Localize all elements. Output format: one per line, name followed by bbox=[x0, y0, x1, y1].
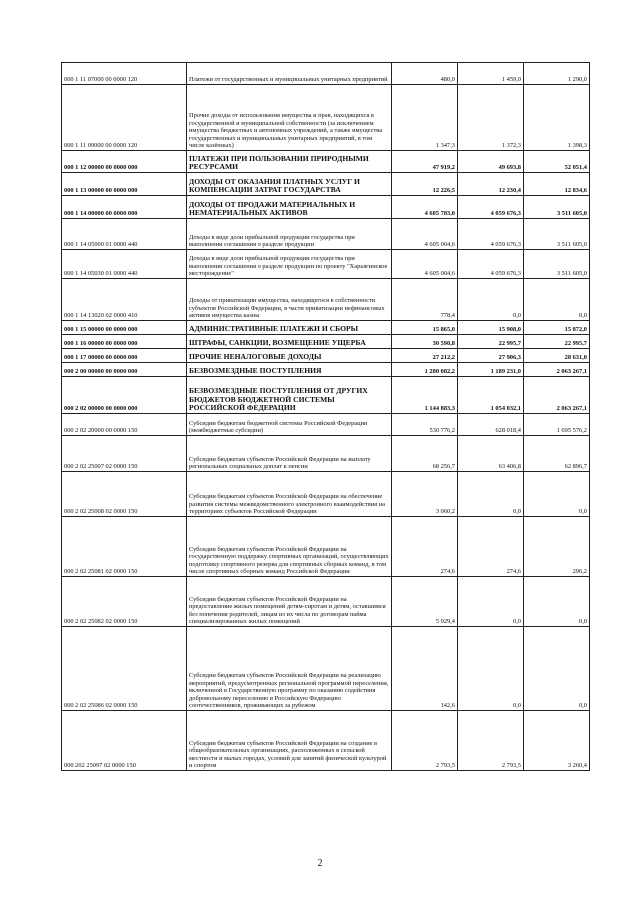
table-row bbox=[62, 414, 590, 436]
revenue-name-cell: ДОХОДЫ ОТ ПРОДАЖИ МАТЕРИАЛЬНЫХ И НЕМАТЕРИАЛЬНЫХ АКТИВОВ bbox=[187, 196, 392, 219]
amount-year1-cell: 47 919,2 bbox=[392, 151, 458, 173]
amount-year1-cell: 4 605 004,6 bbox=[392, 250, 458, 279]
amount-year2-cell: 12 230,4 bbox=[458, 173, 524, 196]
revenue-name-cell: Субсидии бюджетам субъектов Российской Федерации на создание в общеобразовательных организациях, расположенных в сельской местности и малых городах, условий для занятий физической культурой и спортом bbox=[187, 711, 392, 771]
budget-code-cell: 000 2 02 20000 00 0000 150 bbox=[62, 414, 187, 436]
amount-year1-cell: 27 212,2 bbox=[392, 349, 458, 363]
amount-year1-cell: 142,6 bbox=[392, 627, 458, 711]
amount-year3-cell: 1 398,3 bbox=[524, 85, 590, 151]
revenue-name-cell: Доходы в виде доли прибыльной продукции государства при выполнении соглашения о разделе продукции bbox=[187, 219, 392, 250]
revenue-name-cell: Субсидии бюджетам субъектов Российской Федерации на реализацию мероприятий, предусмотренных региональной программой переселения, включенной в Государственную программу по оказанию содействия добровольному переселению в Российскую Федерацию соотечественников, проживающих за рубежом bbox=[187, 627, 392, 711]
amount-year2-cell: 1 459,0 bbox=[458, 63, 524, 85]
table-row bbox=[62, 173, 590, 196]
amount-year1-cell: 12 226,5 bbox=[392, 173, 458, 196]
amount-year1-cell: 1 347,3 bbox=[392, 85, 458, 151]
amount-year2-cell: 628 018,4 bbox=[458, 414, 524, 436]
amount-year1-cell: 3 060,2 bbox=[392, 472, 458, 517]
revenue-name-cell: Субсидии бюджетам бюджетной системы Российской Федерации (межбюджетные субсидии) bbox=[187, 414, 392, 436]
table-row bbox=[62, 196, 590, 219]
budget-code-cell: 000 2 00 00000 00 0000 000 bbox=[62, 363, 187, 377]
amount-year1-cell: 4 605 783,0 bbox=[392, 196, 458, 219]
revenue-name-cell: Субсидии бюджетам субъектов Российской Федерации на предоставление жилых помещений детям-сиротам и детям, оставшимся без попечения родителей, лицам из их числа по договорам найма специализированных жилых помещений bbox=[187, 577, 392, 627]
amount-year3-cell: 0,0 bbox=[524, 472, 590, 517]
amount-year1-cell: 30 590,8 bbox=[392, 335, 458, 349]
amount-year3-cell: 3 260,4 bbox=[524, 711, 590, 771]
budget-code-cell: 000 1 17 00000 00 0000 000 bbox=[62, 349, 187, 363]
amount-year3-cell: 28 631,0 bbox=[524, 349, 590, 363]
table-row bbox=[62, 517, 590, 577]
revenue-name-cell: Субсидии бюджетам субъектов Российской Федерации на государственную поддержку спортивных организаций, осуществляющих подготовку спортивного резерва для спортивных сборных команд, в том числе спортивных сборных команд Российской Федерации bbox=[187, 517, 392, 577]
revenue-name-cell: Субсидии бюджетам субъектов Российской Федерации на обеспечение развития системы межведомственного электронного взаимодействия на территориях субъектов Российской Федерации bbox=[187, 472, 392, 517]
amount-year3-cell: 0,0 bbox=[524, 279, 590, 321]
amount-year1-cell: 68 256,7 bbox=[392, 436, 458, 472]
budget-revenue-table bbox=[61, 62, 590, 771]
budget-code-cell: 000 202 25097 02 0000 150 bbox=[62, 711, 187, 771]
revenue-name-cell: БЕЗВОЗМЕЗДНЫЕ ПОСТУПЛЕНИЯ ОТ ДРУГИХ БЮДЖЕТОВ БЮДЖЕТНОЙ СИСТЕМЫ РОССИЙСКОЙ ФЕДЕРАЦИИ bbox=[187, 377, 392, 414]
budget-code-cell: 000 1 14 13020 02 0000 410 bbox=[62, 279, 187, 321]
amount-year1-cell: 1 280 082,2 bbox=[392, 363, 458, 377]
budget-code-cell: 000 1 14 05000 01 0000 440 bbox=[62, 219, 187, 250]
table-row bbox=[62, 377, 590, 414]
table-row bbox=[62, 250, 590, 279]
budget-code-cell: 000 2 02 25081 02 0000 150 bbox=[62, 517, 187, 577]
amount-year2-cell: 2 793,5 bbox=[458, 711, 524, 771]
table-row bbox=[62, 279, 590, 321]
amount-year2-cell: 1 189 231,0 bbox=[458, 363, 524, 377]
amount-year3-cell: 52 051,4 bbox=[524, 151, 590, 173]
table-row bbox=[62, 349, 590, 363]
amount-year1-cell: 778,4 bbox=[392, 279, 458, 321]
table-row bbox=[62, 219, 590, 250]
table-row bbox=[62, 711, 590, 771]
revenue-name-cell: Платежи от государственных и муниципальных унитарных предприятий bbox=[187, 63, 392, 85]
budget-code-cell: 000 2 02 25082 02 0000 150 bbox=[62, 577, 187, 627]
table-row bbox=[62, 436, 590, 472]
amount-year2-cell: 49 693,8 bbox=[458, 151, 524, 173]
amount-year3-cell: 0,0 bbox=[524, 627, 590, 711]
revenue-name-cell: ПРОЧИЕ НЕНАЛОГОВЫЕ ДОХОДЫ bbox=[187, 349, 392, 363]
amount-year2-cell: 0,0 bbox=[458, 279, 524, 321]
amount-year1-cell: 1 144 883,3 bbox=[392, 377, 458, 414]
amount-year1-cell: 480,0 bbox=[392, 63, 458, 85]
amount-year3-cell: 296,2 bbox=[524, 517, 590, 577]
amount-year2-cell: 0,0 bbox=[458, 472, 524, 517]
budget-code-cell: 000 2 02 00000 00 0000 000 bbox=[62, 377, 187, 414]
amount-year2-cell: 4 059 676,3 bbox=[458, 219, 524, 250]
budget-code-cell: 000 1 14 05030 01 0000 440 bbox=[62, 250, 187, 279]
amount-year3-cell: 2 063 267,1 bbox=[524, 377, 590, 414]
amount-year2-cell: 22 995,7 bbox=[458, 335, 524, 349]
amount-year2-cell: 0,0 bbox=[458, 627, 524, 711]
amount-year3-cell: 15 872,0 bbox=[524, 321, 590, 335]
amount-year1-cell: 5 929,4 bbox=[392, 577, 458, 627]
table-row bbox=[62, 85, 590, 151]
amount-year3-cell: 3 511 605,0 bbox=[524, 219, 590, 250]
budget-code-cell: 000 1 16 00000 00 0000 000 bbox=[62, 335, 187, 349]
revenue-name-cell: Прочие доходы от использования имущества и прав, находящихся в государственной и муниципальной собственности (за исключением имущества бюджетных и автономных учреждений, а также имущества государственных и муниципальных унитарных предприятий, в том числе казённых) bbox=[187, 85, 392, 151]
amount-year3-cell: 1 695 576,2 bbox=[524, 414, 590, 436]
budget-code-cell: 000 1 14 00000 00 0000 000 bbox=[62, 196, 187, 219]
amount-year2-cell: 27 906,3 bbox=[458, 349, 524, 363]
revenue-name-cell: Доходы от приватизации имущества, находящегося в собственности субъектов Российской Федерации, в части приватизации нефинансовых активов имущества казны bbox=[187, 279, 392, 321]
budget-code-cell: 000 1 11 07000 00 0000 120 bbox=[62, 63, 187, 85]
amount-year2-cell: 274,6 bbox=[458, 517, 524, 577]
amount-year3-cell: 0,0 bbox=[524, 577, 590, 627]
budget-code-cell: 000 2 02 25008 02 0000 150 bbox=[62, 472, 187, 517]
table-row bbox=[62, 151, 590, 173]
table-row bbox=[62, 627, 590, 711]
amount-year3-cell: 62 896,7 bbox=[524, 436, 590, 472]
table-row bbox=[62, 472, 590, 517]
budget-code-cell: 000 2 02 25007 02 0000 150 bbox=[62, 436, 187, 472]
revenue-name-cell: Субсидии бюджетам субъектов Российской Федерации на выплату региональных социальных доплат к пенсии bbox=[187, 436, 392, 472]
revenue-name-cell: ДОХОДЫ ОТ ОКАЗАНИЯ ПЛАТНЫХ УСЛУГ И КОМПЕНСАЦИИ ЗАТРАТ ГОСУДАРСТВА bbox=[187, 173, 392, 196]
revenue-name-cell: Доходы в виде доли прибыльной продукции государства при выполнении соглашения о разделе продукции по проекту "Харьягинское месторождение" bbox=[187, 250, 392, 279]
amount-year3-cell: 22 995,7 bbox=[524, 335, 590, 349]
table-row bbox=[62, 63, 590, 85]
page-number: 2 bbox=[317, 858, 323, 869]
amount-year1-cell: 4 605 004,6 bbox=[392, 219, 458, 250]
table-row bbox=[62, 577, 590, 627]
amount-year2-cell: 4 059 676,3 bbox=[458, 250, 524, 279]
revenue-name-cell: БЕЗВОЗМЕЗДНЫЕ ПОСТУПЛЕНИЯ bbox=[187, 363, 392, 377]
budget-code-cell: 000 1 13 00000 00 0000 000 bbox=[62, 173, 187, 196]
budget-code-cell: 000 1 15 00000 00 0000 000 bbox=[62, 321, 187, 335]
budget-code-cell: 000 1 11 09000 00 0000 120 bbox=[62, 85, 187, 151]
amount-year2-cell: 15 908,0 bbox=[458, 321, 524, 335]
revenue-name-cell: АДМИНИСТРАТИВНЫЕ ПЛАТЕЖИ И СБОРЫ bbox=[187, 321, 392, 335]
amount-year2-cell: 63 406,8 bbox=[458, 436, 524, 472]
revenue-name-cell: ПЛАТЕЖИ ПРИ ПОЛЬЗОВАНИИ ПРИРОДНЫМИ РЕСУРСАМИ bbox=[187, 151, 392, 173]
revenue-name-cell: ШТРАФЫ, САНКЦИИ, ВОЗМЕЩЕНИЕ УЩЕРБА bbox=[187, 335, 392, 349]
budget-table-body bbox=[62, 63, 590, 771]
amount-year1-cell: 530 776,2 bbox=[392, 414, 458, 436]
table-row bbox=[62, 321, 590, 335]
amount-year1-cell: 15 865,0 bbox=[392, 321, 458, 335]
amount-year3-cell: 3 511 605,0 bbox=[524, 250, 590, 279]
budget-code-cell: 000 1 12 00000 00 0000 000 bbox=[62, 151, 187, 173]
amount-year3-cell: 3 511 605,0 bbox=[524, 196, 590, 219]
table-row bbox=[62, 363, 590, 377]
amount-year2-cell: 1 372,3 bbox=[458, 85, 524, 151]
table-row bbox=[62, 335, 590, 349]
amount-year2-cell: 0,0 bbox=[458, 577, 524, 627]
amount-year3-cell: 2 063 267,1 bbox=[524, 363, 590, 377]
budget-code-cell: 000 2 02 25086 02 0000 150 bbox=[62, 627, 187, 711]
amount-year2-cell: 4 059 676,3 bbox=[458, 196, 524, 219]
amount-year1-cell: 2 793,5 bbox=[392, 711, 458, 771]
amount-year1-cell: 274,6 bbox=[392, 517, 458, 577]
amount-year3-cell: 12 834,6 bbox=[524, 173, 590, 196]
amount-year2-cell: 1 054 032,1 bbox=[458, 377, 524, 414]
amount-year3-cell: 1 290,0 bbox=[524, 63, 590, 85]
